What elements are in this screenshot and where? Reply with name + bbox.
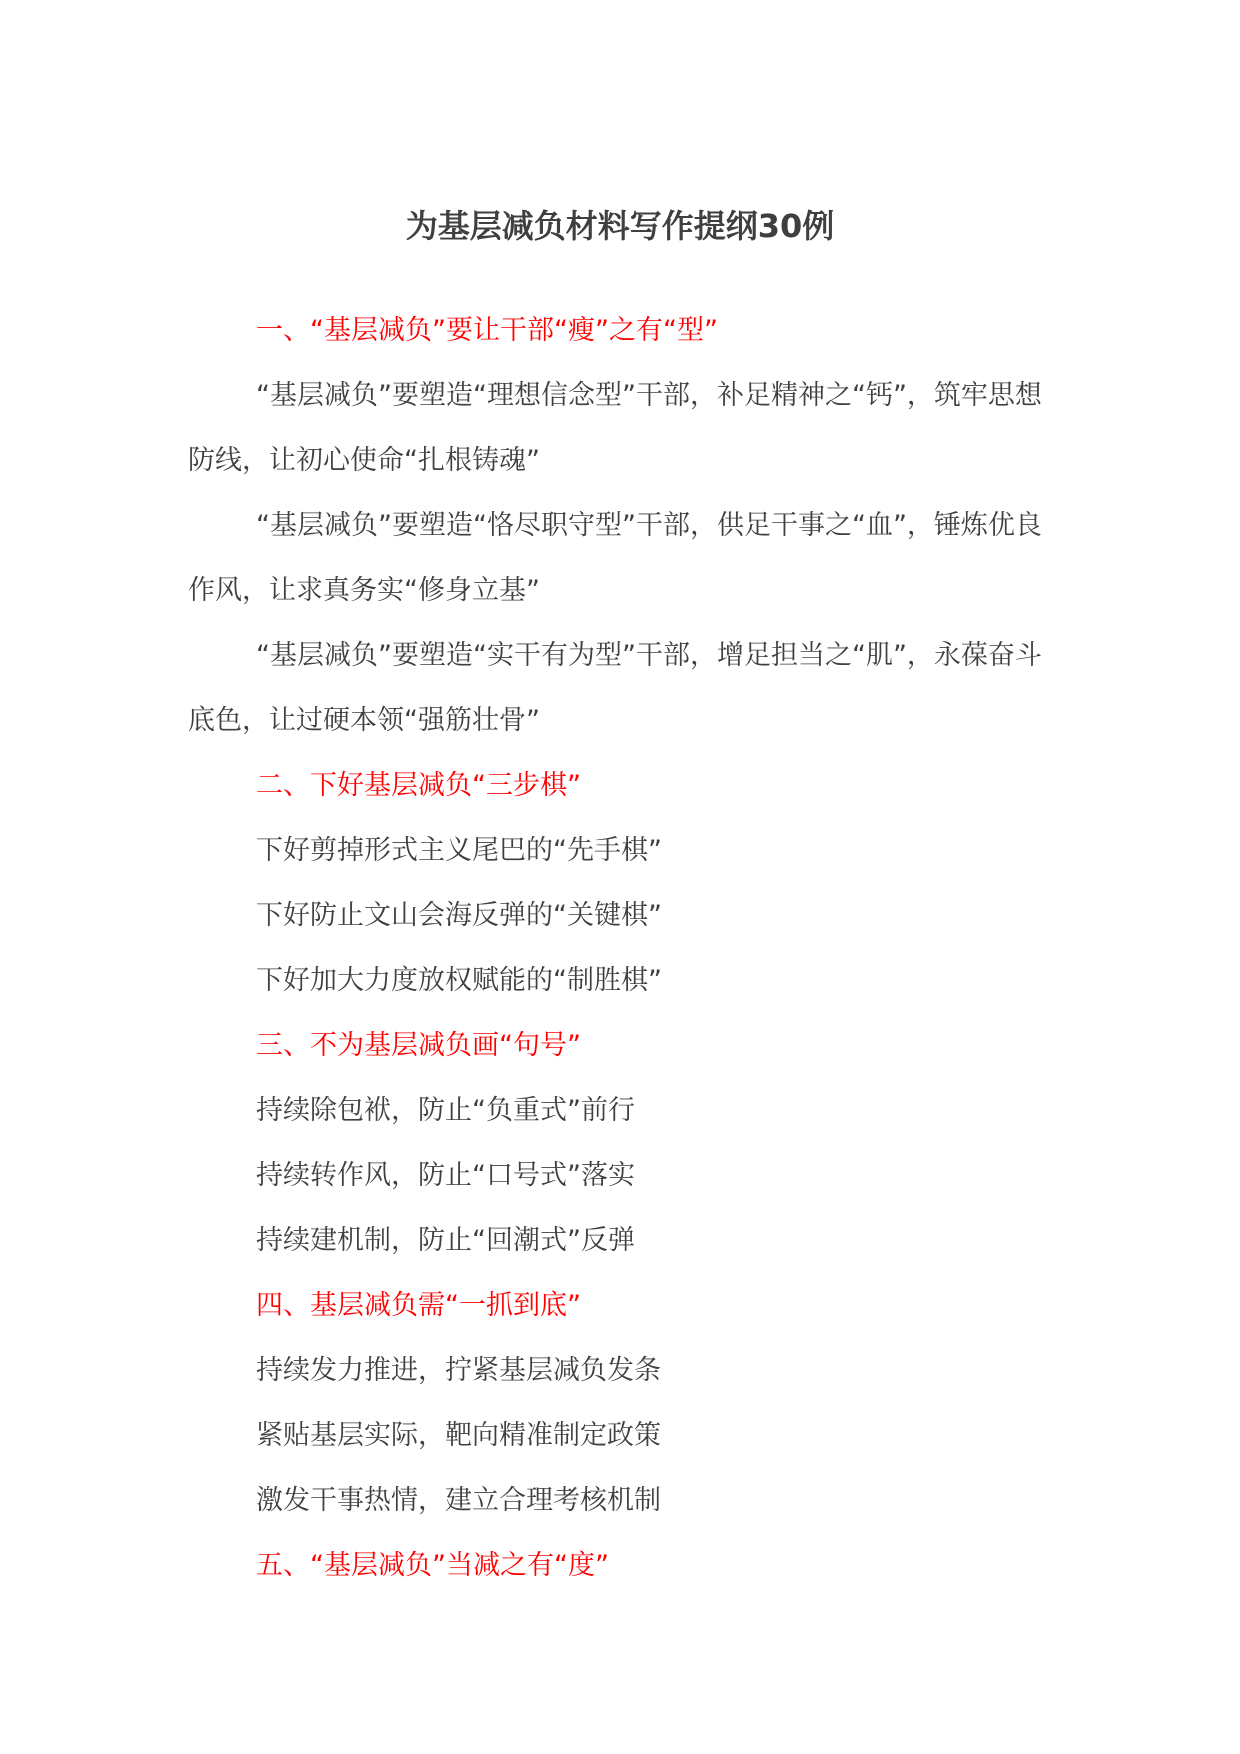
paragraph: “基层减负”要塑造“恪尽职守型”干部，供足干事之“血”，锤炼优良作风，让求真务实“修身立基” bbox=[188, 510, 1042, 606]
section-heading: 三、不为基层减负画“句号” bbox=[256, 1030, 581, 1061]
list-item: 下好加大力度放权赋能的“制胜棋” bbox=[256, 965, 662, 996]
list-item: 下好防止文山会海反弹的“关键棋” bbox=[256, 900, 662, 931]
section-heading: 五、“基层减负”当减之有“度” bbox=[256, 1550, 609, 1581]
document-title: 为基层减负材料写作提纲30例 bbox=[405, 207, 835, 245]
list-item: 持续建机制，防止“回潮式”反弹 bbox=[256, 1225, 635, 1256]
section-heading: 一、“基层减负”要让干部“瘦”之有“型” bbox=[256, 315, 718, 346]
section-heading: 二、下好基层减负“三步棋” bbox=[256, 770, 581, 801]
list-item: 持续转作风，防止“口号式”落实 bbox=[256, 1160, 635, 1191]
list-item: 持续除包袱，防止“负重式”前行 bbox=[256, 1095, 635, 1126]
list-item: 下好剪掉形式主义尾巴的“先手棋” bbox=[256, 835, 662, 866]
document-body bbox=[188, 298, 1060, 1598]
list-item: 紧贴基层实际，靶向精准制定政策 bbox=[256, 1420, 661, 1451]
section-heading: 四、基层减负需“一抓到底” bbox=[256, 1290, 581, 1321]
paragraph: “基层减负”要塑造“理想信念型”干部，补足精神之“钙”，筑牢思想防线，让初心使命“扎根铸魂” bbox=[188, 380, 1042, 476]
paragraph: “基层减负”要塑造“实干有为型”干部，增足担当之“肌”，永葆奋斗底色，让过硬本领“强筋壮骨” bbox=[188, 640, 1042, 736]
list-item: 激发干事热情，建立合理考核机制 bbox=[256, 1485, 661, 1516]
list-item: 持续发力推进，拧紧基层减负发条 bbox=[256, 1355, 661, 1386]
